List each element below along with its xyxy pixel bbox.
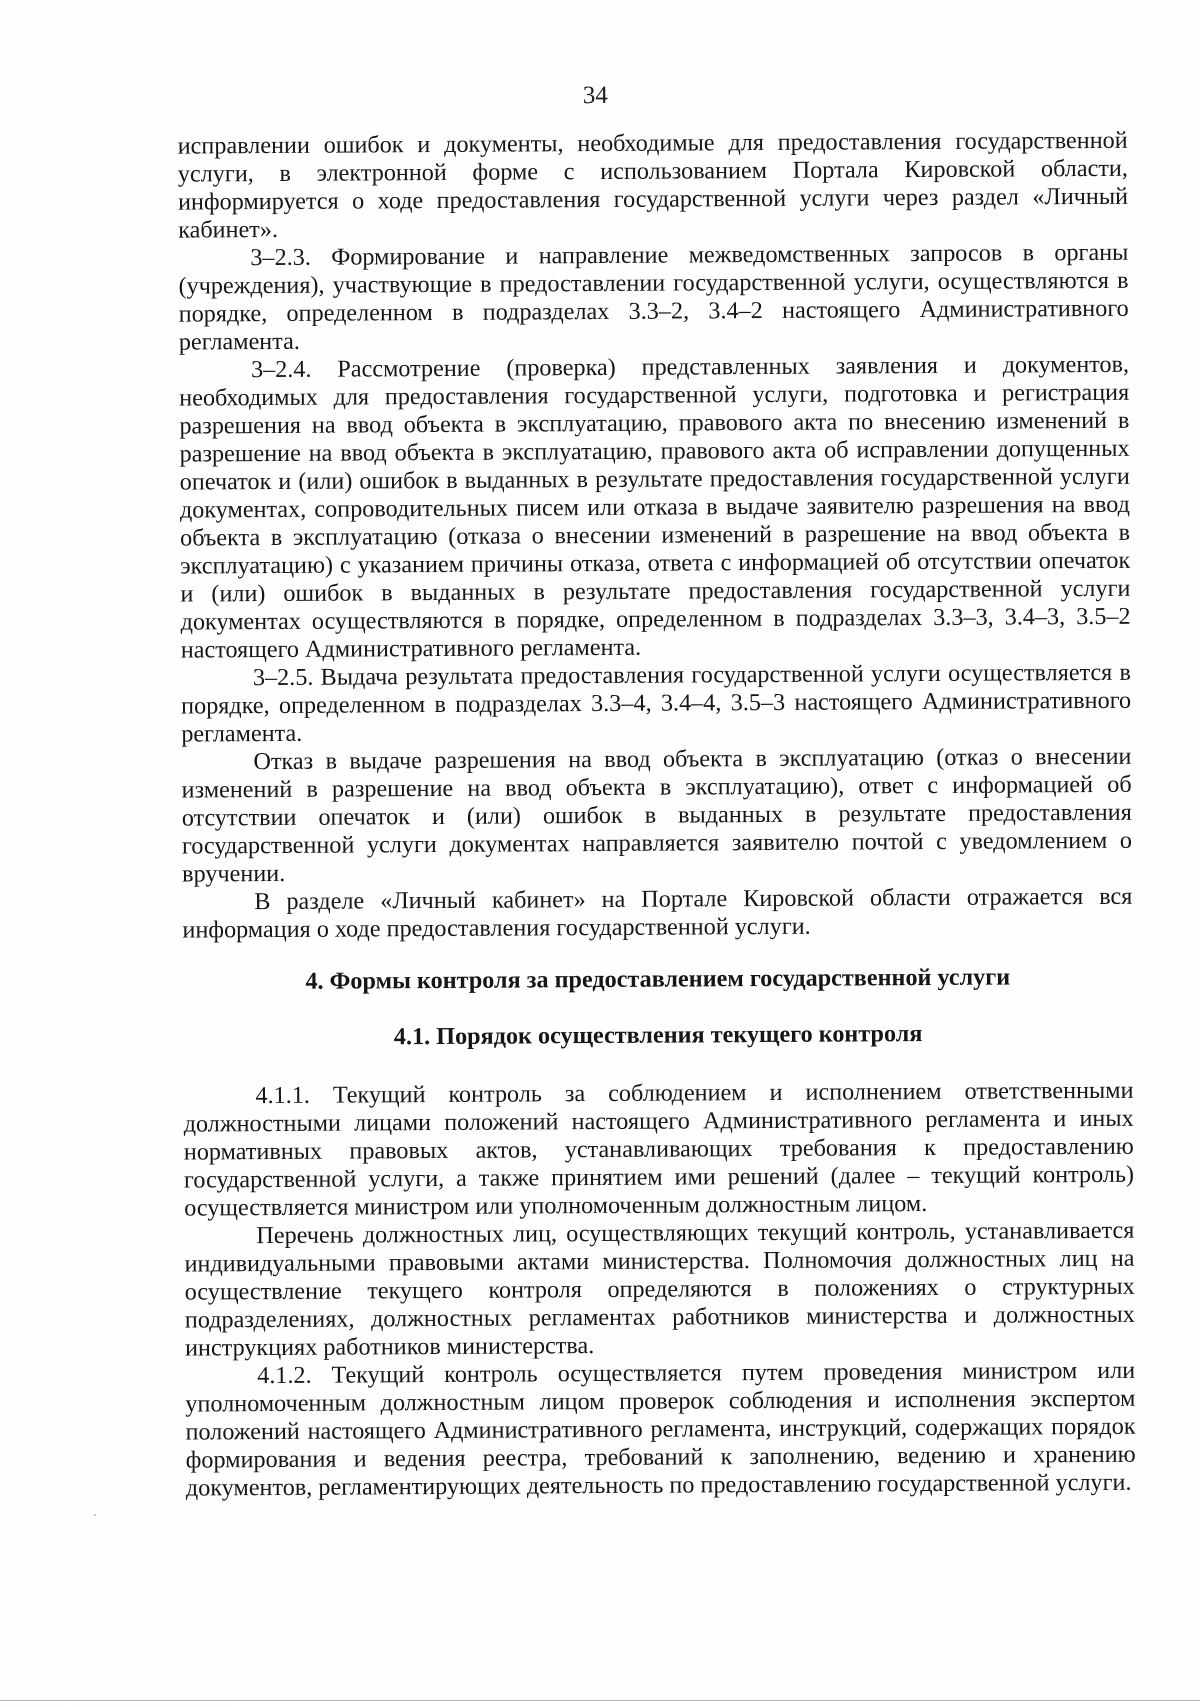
paragraph-officials-list: Перечень должностных лиц, осуществляющих текущий контроль, устанавливается индивидуальными правовыми актами министерства. Полномочия должностных лиц на осуществление текущего контроля определяются в положениях о структурных подразделениях, должностных регламентах работников министерства и должностных инструкциях работников министерства. <box>184 1216 1135 1362</box>
subsection-heading-4-1: 4.1. Порядок осуществления текущего контроля <box>393 1020 923 1051</box>
scan-edge-line <box>0 1700 1200 1701</box>
paragraph-3-2-4: 3–2.4. Рассмотрение (проверка) представленных заявления и документов, необходимых для предоставления государственной услуги, подготовка и регистрация разрешения на ввод объекта в эксплуатацию, правового акта по внесению изменений в разрешение на ввод объекта в эксплуатацию, правового акта об исправлении допущенных опечаток и (или) ошибок в выданных в результате предоставления государственной услуги документах, сопроводительных писем или отказа в выдаче заявителю разрешения на ввод объекта в эксплуатацию (отказа о внесении изменений в разрешение на ввод объекта в эксплуатацию) с указанием причины отказа, ответа с информацией об отсутствии опечаток и (или) ошибок в выданных в результате предоставления государственной услуги документах осуществляются в порядке, определенном в подразделах 3.3–3, 3.4–3, 3.5–2 настоящего Административного регламента. <box>179 350 1131 664</box>
paragraph-3-2-3: 3–2.3. Формирование и направление межведомственных запросов в органы (учреждения), участвующие в предоставлении государственной услуги, осуществляются в порядке, определенном в подразделах 3.3–2, 3.4–2 настоящего Административного регламента. <box>178 238 1129 356</box>
scan-speck <box>94 1514 96 1516</box>
paragraph-continuation: исправлении ошибок и документы, необходимые для предоставления государственной услуги, в электронной форме с использованием Портала Кировской области, информируется о ходе предоставления государственной услуги через раздел «Личный кабинет». <box>177 126 1129 244</box>
paragraph-refusal: Отказ в выдаче разрешения на ввод объекта в эксплуатацию (отказ о внесении изменений в разрешение на ввод объекта в эксплуатацию), ответ с информацией об отсутствии опечаток и (или) ошибок в выданных в результате предоставления государственной услуги документах направляется заявителю почтой с уведомлением о вручении. <box>181 742 1133 888</box>
paragraph-4-1-1: 4.1.1. Текущий контроль за соблюдением и исполнением ответственными должностными лицами положений настоящего Административного регламента и иных нормативных правовых актов, устанавливающих требования к предоставлению государственной услуги, а также принятием ими решений (далее – текущий контроль) осуществляется министром или уполномоченным должностным лицом. <box>183 1076 1135 1222</box>
document-body <box>178 127 1136 1503</box>
page-number: 34 <box>582 81 608 110</box>
paragraph-personal-cabinet: В разделе «Личный кабинет» на Портале Кировской области отражается вся информация о ходе предоставления государственной услуги. <box>182 882 1133 944</box>
section-heading-4: 4. Формы контроля за предоставлением государственной услуги <box>305 963 1011 995</box>
paragraph-3-2-5: 3–2.5. Выдача результата предоставления государственной услуги осуществляется в порядке, определенном в подразделах 3.3–4, 3.4–4, 3.5–3 настоящего Административного регламента. <box>181 658 1132 748</box>
paragraph-4-1-2: 4.1.2. Текущий контроль осуществляется путем проведения министром или уполномоченным должностным лицом проверок соблюдения и исполнения экспертом положений настоящего Административного регламента, инструкций, содержащих порядок формирования и ведения реестра, требований к заполнению, ведению и хранению документов, регламентирующих деятельность по предоставлению государственной услуги. <box>185 1356 1136 1502</box>
